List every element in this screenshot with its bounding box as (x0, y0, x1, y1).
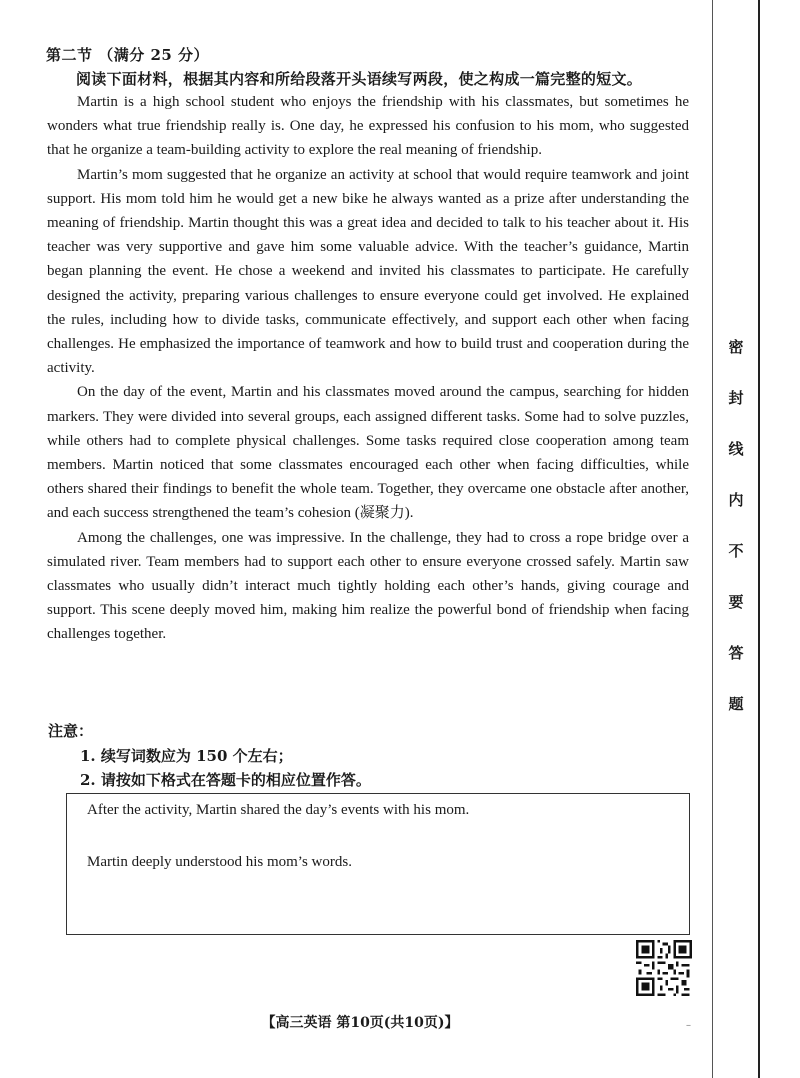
notes-heading: 注意： (48, 722, 94, 740)
passage-paragraph-4: Among the challenges, one was impressive. In the challenge, they had to cross a rope bridge over a simulated river. Team members had to support each other to ensure everyone crossed safely. Martin saw classmates who usually didn’t interact much tightly holding each other’s hands, giving courage and support. This scene deeply moved him, making him realize the powerful bond of friendship when facing challenges together. (47, 529, 689, 643)
answer-box (66, 793, 690, 935)
note-item-2: 2. 请按如下格式在答题卡的相应位置作答。 (80, 771, 371, 789)
seal-char-4: 内 (724, 475, 748, 526)
seal-char-7: 答 (724, 628, 748, 679)
seal-char-8: 题 (724, 679, 748, 730)
reading-passage (47, 90, 689, 647)
passage-paragraph-1: Martin is a high school student who enjoys the friendship with his classmates, but sometimes he wonders what true friendship really is. One day, he expressed his confusion to his mom, who suggested that he organize a team-building activity to explore the real meaning of friendship. (47, 94, 689, 159)
binding-line-outer (758, 0, 760, 1078)
note-item-1: 1. 续写词数应为 150 个左右； (80, 746, 293, 765)
seal-char-6: 要 (724, 577, 748, 628)
seal-char-3: 线 (724, 424, 748, 475)
page-footer: 【高三英语 第10页(共10页)】 (261, 1015, 459, 1031)
binding-seal-text (724, 322, 748, 730)
corner-mark: – (686, 1020, 691, 1031)
answer-opening-line-2: Martin deeply understood his mom’s words. (87, 854, 352, 870)
qr-code (636, 940, 692, 996)
section-instruction: 阅读下面材料，根据其内容和所给段落开头语续写两段，使之构成一篇完整的短文。 (76, 70, 643, 88)
notes-section (48, 719, 371, 793)
seal-char-2: 封 (724, 373, 748, 424)
seal-char-1: 密 (724, 322, 748, 373)
seal-char-5: 不 (724, 526, 748, 577)
passage-paragraph-3: On the day of the event, Martin and his classmates moved around the campus, searching for hidden markers. They were divided into several groups, each assigned different tasks. Some had to solve puzzles, while others had to complete physical challenges. Some tasks required close cooperation among team members. Martin noticed that some classmates encouraged each other when facing difficulties, while others shared their findings to benefit the whole team. Together, they overcame one obstacle after another, and each success strengthened the team’s cohesion (凝聚力). (47, 384, 689, 522)
binding-line-inner (712, 0, 713, 1078)
section-title: 第二节 （满分 25 分） (46, 46, 210, 64)
passage-paragraph-2: Martin’s mom suggested that he organize an activity at school that would require teamwork and joint support. His mom told him he would get a new bike he always wanted as a prize after understanding the meaning of friendship. Martin thought this was a great idea and decided to talk to his teacher about it. His teacher was very supportive and gave him some valuable advice. With the teacher’s guidance, Martin began planning the event. He chose a weekend and invited his classmates to participate. He carefully designed the activity, preparing various challenges to ensure everyone could get involved. He explained the rules, including how to divide tasks, communicate effectively, and support each other when facing challenges. He emphasized the importance of teamwork and how to build trust and cooperation during the activity. (47, 166, 689, 377)
answer-opening-line-1: After the activity, Martin shared the day’s events with his mom. (87, 802, 470, 818)
